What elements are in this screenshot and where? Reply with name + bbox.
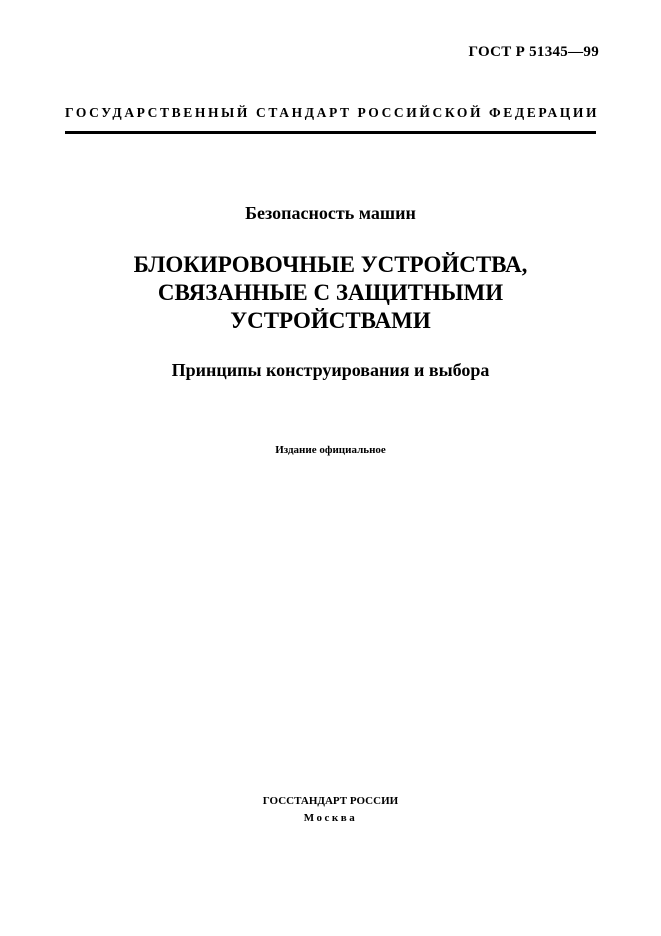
title-line-1: БЛОКИРОВОЧНЫЕ УСТРОЙСТВА, [133,252,528,277]
document-subject: Безопасность машин [245,203,416,223]
publisher-city: Москва [303,812,358,824]
title-line-3: УСТРОЙСТВАМИ [230,308,431,333]
publisher-name: ГОССТАНДАРТ РОССИИ [262,795,399,807]
document-subtitle: Принципы конструирования и выбора [171,360,490,380]
edition-note: Издание официальное [275,444,386,456]
title-line-2: СВЯЗАННЫЕ С ЗАЩИТНЫМИ [157,280,504,305]
document-title [0,251,661,335]
header-rule [65,131,596,134]
header-band [65,104,600,134]
state-standard-heading: ГОСУДАРСТВЕННЫЙ СТАНДАРТ РОССИЙСКОЙ ФЕДЕРАЦИИ [65,105,600,120]
document-number: ГОСТ Р 51345—99 [468,44,599,60]
